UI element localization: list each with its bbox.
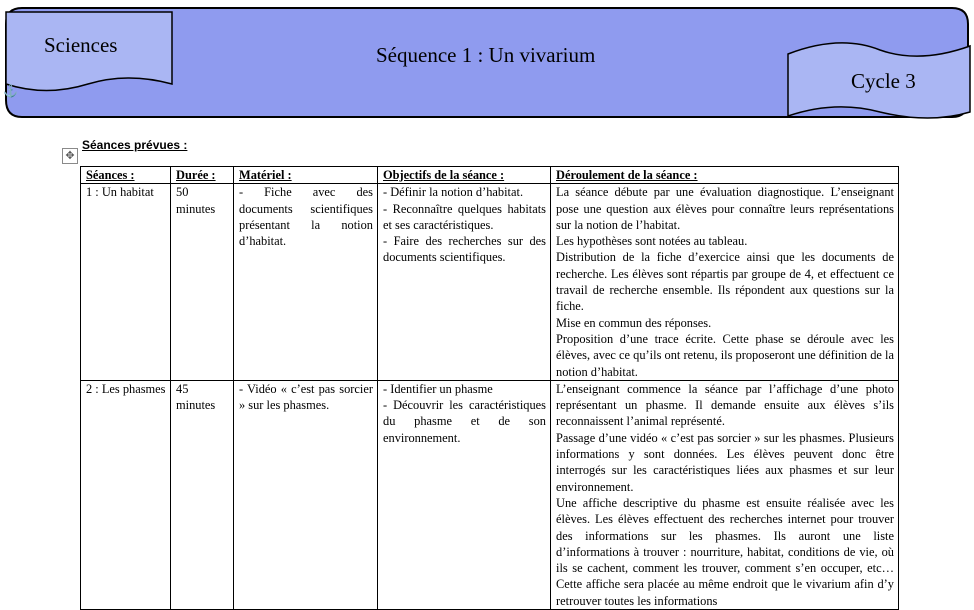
objective-item: - Définir la notion d’habitat.	[383, 185, 524, 200]
progress-paragraph: Les hypothèses sont notées au tableau.	[556, 234, 748, 249]
header-duration: Durée :	[171, 167, 234, 184]
progress-paragraph: Mise en commun des réponses.	[556, 315, 712, 330]
progress-paragraph: Une affiche descriptive du phasme est ensuite réalisée avec les élèves. Les élèves effectuent des recherches internet pour trouver des informations sur les phasmes. Ils auront une liste d’informations à trouver : nourriture, habitat, conditions de vie, où ils se cachent, comment les trouver, comment s’en occuper, etc… Cette affiche sera placée au même endroit que le vivarium afin d’y retrouver toutes les informations	[556, 495, 894, 608]
duration-cell: 50 minutes	[171, 184, 234, 381]
progress-cell	[551, 184, 899, 381]
subject-label: Sciences	[44, 33, 118, 57]
progress-paragraph: Proposition d’une trace écrite. Cette phase se déroule avec les élèves, avec ce qu’ils ont retenu, ils proposeront une définition de la notion d’habitat.	[556, 331, 894, 379]
objective-item: - Identifier un phasme	[383, 381, 493, 396]
header-objectives: Objectifs de la séance :	[378, 167, 551, 184]
objective-item: - Découvrir les caractéristiques du phasme et de son environnement.	[383, 398, 546, 445]
table-header-row	[81, 167, 899, 184]
header-sessions: Séances :	[81, 167, 171, 184]
material-cell: - Fiche avec des documents scientifiques présentant la notion d’habitat.	[234, 184, 378, 381]
objectives-cell	[378, 380, 551, 609]
cycle-label: Cycle 3	[851, 69, 916, 93]
duration-cell: 45 minutes	[171, 380, 234, 609]
objectives-cell	[378, 184, 551, 381]
material-cell: - Vidéo « c’est pas sorcier » sur les phasmes.	[234, 380, 378, 609]
sequence-title: Séquence 1 : Un vivarium	[376, 43, 596, 67]
header-material: Matériel :	[234, 167, 378, 184]
section-heading: Séances prévues :	[82, 138, 188, 152]
progress-paragraph: Distribution de la fiche d’exercice ainsi que les documents de recherche. Les élèves sont répartis par groupe de 4, et effectuent ce travail de recherche ensemble. Ils répondent aux questions sur la fiche.	[556, 250, 894, 314]
table-move-handle-icon[interactable]: ✥	[62, 148, 78, 164]
session-cell: 1 : Un habitat	[81, 184, 171, 381]
header-progress: Déroulement de la séance :	[551, 167, 899, 184]
objective-item: - Reconnaître quelques habitats et ses caractéristiques.	[383, 201, 546, 232]
progress-cell	[551, 380, 899, 609]
anchor-icon: ⚓	[3, 84, 18, 98]
sessions-table	[80, 166, 899, 610]
progress-paragraph: Passage d’une vidéo « c’est pas sorcier » sur les phasmes. Plusieurs informations y sont données. Les élèves peuvent donc être interrogés sur les caractéristiques liées aux phasmes et sur leur environnement.	[556, 430, 894, 494]
session-cell: 2 : Les phasmes	[81, 380, 171, 609]
progress-paragraph: La séance débute par une évaluation diagnostique. L’enseignant pose une question aux élèves pour connaître leurs représentations sur la notion de l’habitat.	[556, 185, 894, 232]
table-row	[81, 184, 899, 381]
objective-item: - Faire des recherches sur des documents scientifiques.	[383, 234, 546, 265]
progress-paragraph: L’enseignant commence la séance par l’affichage d’une photo représentant un phasme. Il demande ensuite aux élèves s’ils reconnaissent l’animal représenté.	[556, 381, 894, 429]
table-row	[81, 380, 899, 609]
